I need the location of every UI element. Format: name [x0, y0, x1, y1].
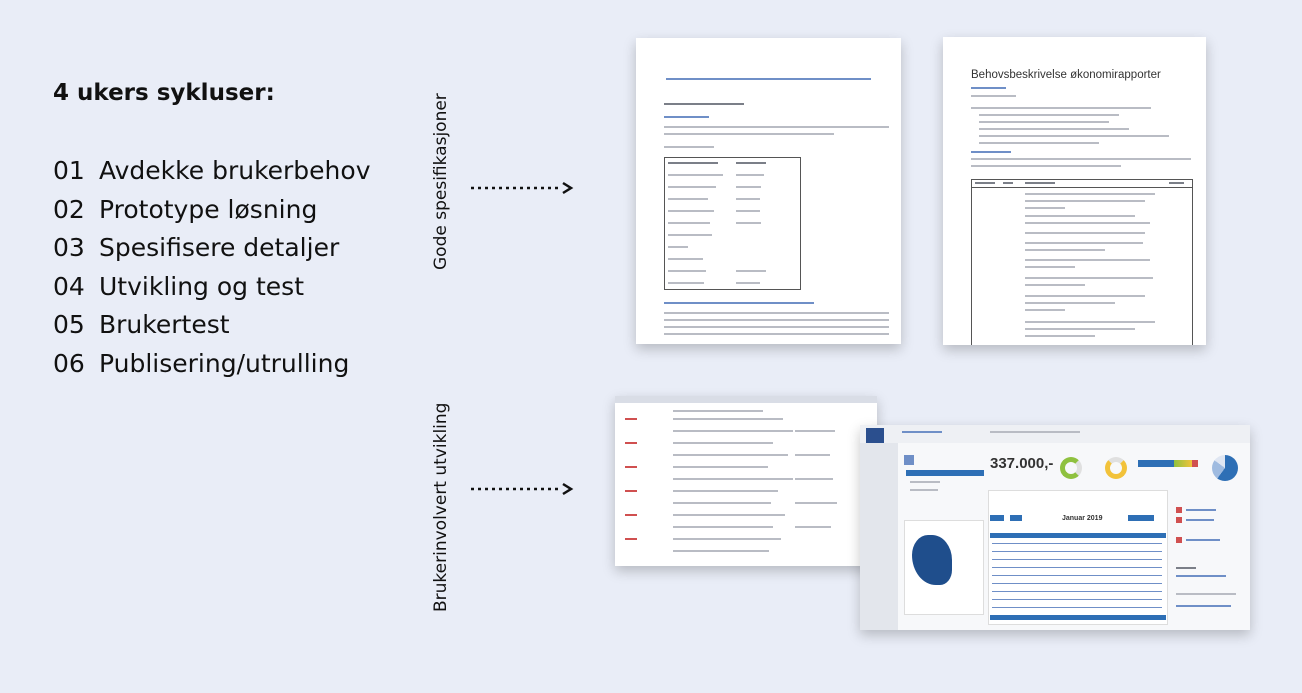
step-list: [53, 152, 371, 384]
month-label: Januar 2019: [1062, 515, 1103, 522]
step-number: 02: [53, 194, 85, 224]
step-item: [53, 268, 371, 307]
step-item: [53, 191, 371, 230]
donut-chart-icon: [1105, 457, 1127, 479]
dotted-arrow-icon: [470, 481, 574, 497]
step-item: [53, 152, 371, 191]
dev-label: Brukerinvolvert utvikling: [431, 402, 451, 612]
step-label: Prototype løsning: [99, 194, 318, 224]
step-number: 01: [53, 156, 85, 185]
step-number: 04: [53, 271, 85, 301]
step-label: Spesifisere detaljer: [99, 233, 340, 263]
donut-chart-icon: [1060, 457, 1082, 479]
step-label: Publisering/utrulling: [99, 348, 350, 378]
step-item: [53, 306, 371, 345]
doc-title: Behovsbeskrivelse økonomirapporter: [971, 69, 1161, 81]
step-number: 06: [53, 348, 85, 378]
dotted-arrow-icon: [470, 180, 574, 196]
step-item: [53, 229, 371, 268]
section-heading: 4 ukers sykluser:: [53, 80, 275, 106]
step-number: 03: [53, 233, 85, 263]
app-logo-icon: [866, 428, 884, 444]
pie-chart-icon: [1212, 455, 1238, 481]
step-label: Avdekke brukerbehov: [99, 156, 371, 185]
step-item: [53, 345, 371, 384]
user-stories-table-screenshot: [615, 396, 877, 566]
kpi-value: 337.000,-: [990, 455, 1054, 472]
requirements-summary-document: [636, 38, 901, 344]
requirements-spec-document: [943, 37, 1206, 345]
step-label: Brukertest: [99, 310, 230, 340]
step-label: Utvikling og test: [99, 271, 304, 301]
progress-bar: [1138, 460, 1198, 467]
step-number: 05: [53, 310, 85, 340]
specs-label: Gode spesifikasjoner: [431, 93, 451, 270]
dashboard-screenshot: [860, 425, 1250, 630]
